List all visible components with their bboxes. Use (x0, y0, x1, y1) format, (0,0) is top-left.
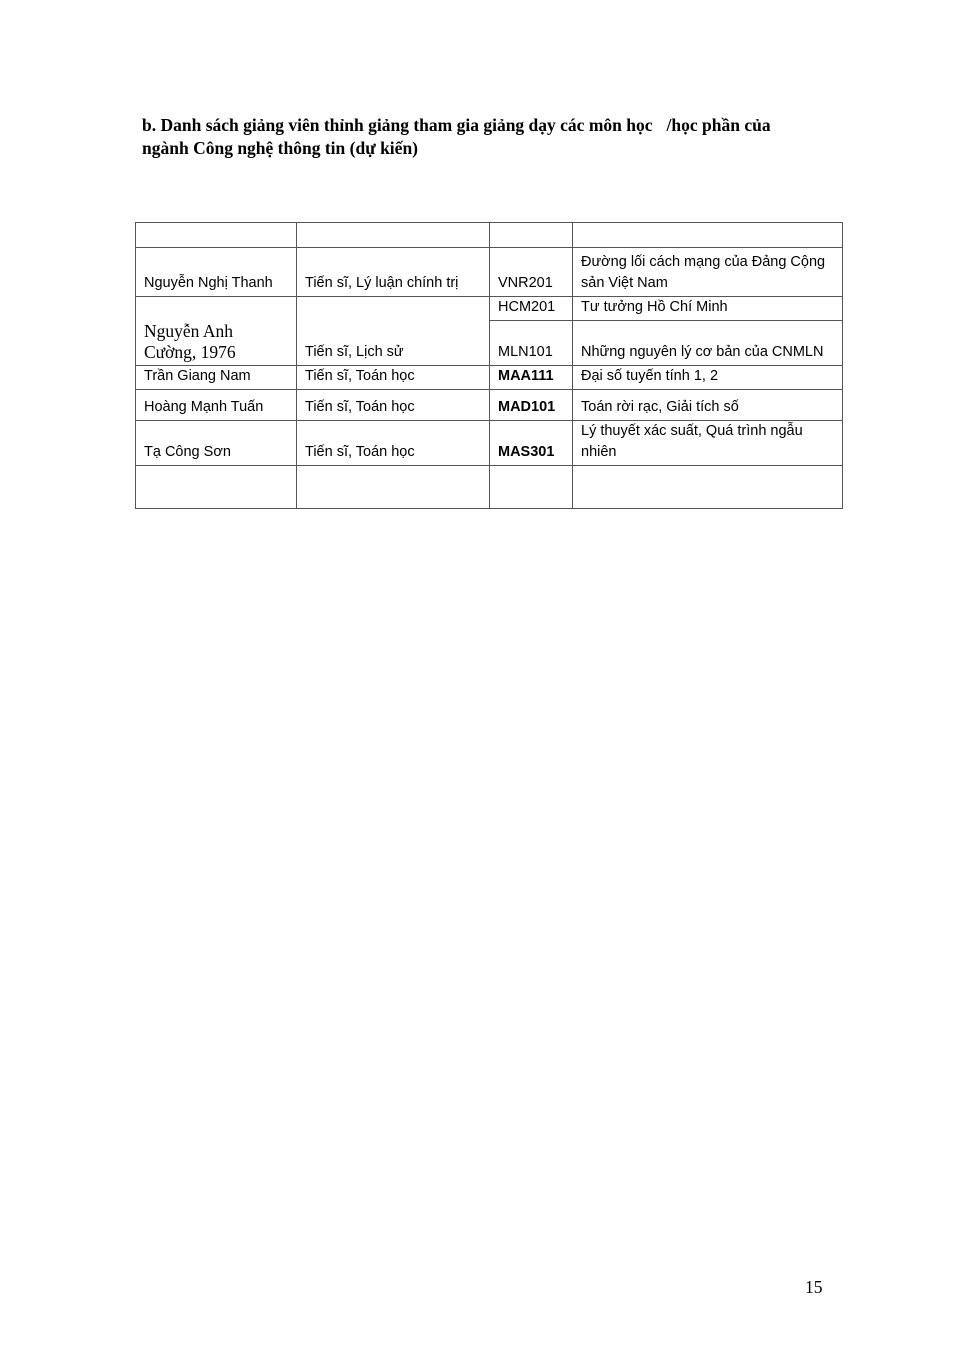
header-cell-degree (297, 223, 490, 248)
empty-cell (490, 466, 573, 509)
course-code: MLN101 (490, 321, 573, 366)
empty-cell (136, 466, 297, 509)
course-code: MAA111 (490, 366, 573, 390)
header-cell-course (573, 223, 843, 248)
course-name: Đại số tuyến tính 1, 2 (573, 366, 843, 390)
header-cell-code (490, 223, 573, 248)
course-name: Đường lối cách mạng của Đảng Cộng sản Việt Nam (573, 248, 843, 297)
lecturer-degree: Tiến sĩ, Toán học (297, 390, 490, 421)
visiting-lecturers-table (135, 222, 843, 509)
course-code: MAD101 (490, 390, 573, 421)
table-row (136, 366, 843, 390)
lecturer-degree: Tiến sĩ, Lý luận chính trị (297, 248, 490, 297)
lecturer-name: Nguyễn Anh Cường, 1976 (136, 297, 297, 366)
lecturer-name: Hoàng Mạnh Tuấn (136, 390, 297, 421)
section-heading (142, 114, 852, 160)
course-name: Tư tưởng Hồ Chí Minh (573, 297, 843, 321)
lecturer-degree: Tiến sĩ, Toán học (297, 421, 490, 466)
heading-line1-part1: b. Danh sách giảng viên thỉnh giảng tham gia giảng dạy các môn học (142, 115, 653, 135)
lecturer-name: Nguyễn Nghị Thanh (136, 248, 297, 297)
empty-cell (573, 466, 843, 509)
table-row (136, 421, 843, 466)
table-row (136, 248, 843, 297)
table-row (136, 390, 843, 421)
header-cell-name (136, 223, 297, 248)
page-number: 15 (805, 1277, 823, 1297)
lecturer-name: Trần Giang Nam (136, 366, 297, 390)
course-name: Lý thuyết xác suất, Quá trình ngẫu nhiên (573, 421, 843, 466)
table-empty-row (136, 466, 843, 509)
table-row (136, 297, 843, 321)
empty-cell (297, 466, 490, 509)
heading-line1-part2: /học phần của (666, 115, 771, 135)
course-code: MAS301 (490, 421, 573, 466)
table-header-row (136, 223, 843, 248)
course-name: Toán rời rạc, Giải tích số (573, 390, 843, 421)
lecturer-name: Tạ Công Sơn (136, 421, 297, 466)
course-name: Những nguyên lý cơ bản của CNMLN (573, 321, 843, 366)
heading-line2: ngành Công nghệ thông tin (dự kiến) (142, 138, 419, 158)
lecturer-degree: Tiến sĩ, Lịch sử (297, 297, 490, 366)
course-code: VNR201 (490, 248, 573, 297)
lecturer-degree: Tiến sĩ, Toán học (297, 366, 490, 390)
course-code: HCM201 (490, 297, 573, 321)
